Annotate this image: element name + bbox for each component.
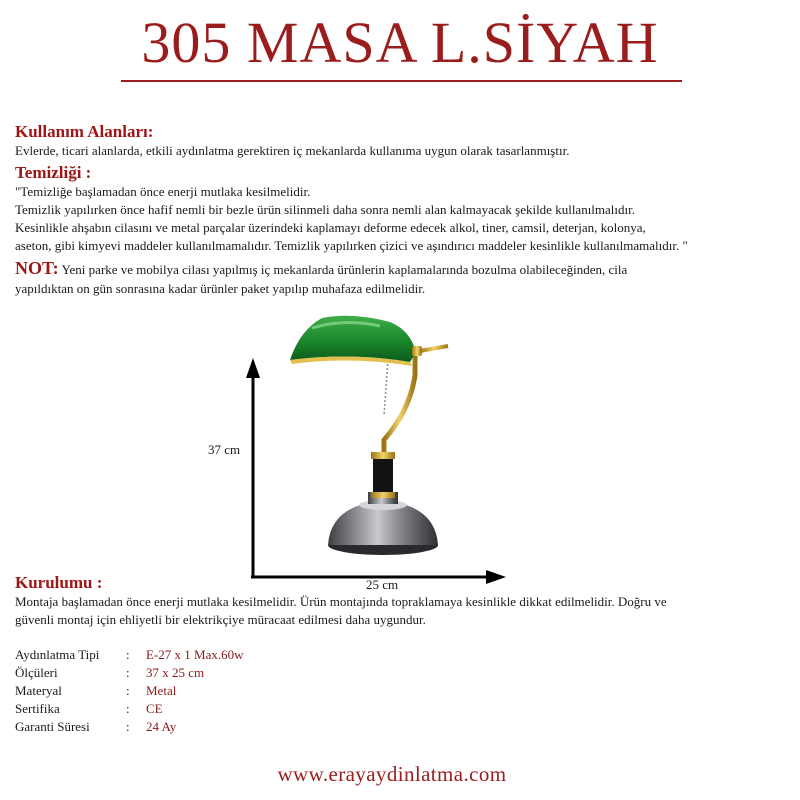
lamp-base	[328, 492, 438, 555]
spec-value: E-27 x 1 Max.60w	[146, 647, 244, 662]
spec-value: 24 Ay	[146, 719, 177, 734]
spec-sep: :	[126, 719, 130, 734]
spec-key: Aydınlatma Tipi	[15, 647, 100, 662]
spec-row	[15, 646, 244, 664]
cleaning-line-1: "Temizliğe başlamadan önce enerji mutlaka kesilmelidir.	[15, 184, 311, 199]
spec-sep: :	[126, 701, 130, 716]
height-dimension-arrow	[246, 358, 260, 578]
cleaning-heading: Temizliği :	[15, 163, 92, 182]
install-line-1: Montaja başlamadan önce enerji mutlaka kesilmelidir. Ürün montajında topraklamaya kesinlikle dikkat edilmelidir. Doğru ve	[15, 594, 667, 609]
lamp-shade	[290, 316, 416, 366]
lamp-arm	[384, 352, 415, 452]
spec-key: Materyal	[15, 683, 62, 698]
pull-chain	[384, 360, 388, 415]
cleaning-line-3: Kesinlikle ahşabın cilasını ve metal parçalar üzerindeki kaplamayı deforme edecek alkol, tiner, camsil, deterjan, kolonya,	[15, 220, 646, 235]
note-line-2: yapıldıktan on gün sonrasına kadar ürünler paket yapılıp muhafaza edilmelidir.	[15, 281, 426, 296]
spec-value: 37 x 25 cm	[146, 665, 205, 680]
install-heading: Kurulumu :	[15, 573, 103, 592]
spec-row	[15, 682, 244, 700]
height-label: 37 cm	[208, 442, 241, 457]
spec-key: Ölçüleri	[15, 665, 58, 680]
spec-key: Garanti Süresi	[15, 719, 90, 734]
switch-knob	[412, 346, 448, 356]
spec-value: CE	[146, 701, 163, 716]
note-label: NOT:	[15, 258, 59, 278]
page-title: 305 MASA L.SİYAH	[141, 10, 659, 75]
spec-table	[15, 646, 244, 736]
cleaning-line-2: Temizlik yapılırken önce hafif nemli bir bezle ürün silinmeli daha sonra nemli alan kalmayacak şekilde kullanılmalıdır.	[15, 202, 636, 217]
spec-key: Sertifika	[15, 701, 60, 716]
spec-sep: :	[126, 683, 130, 698]
cleaning-line-4: aseton, gibi kimyevi maddeler kullanılmamalıdır. Temizlik yapılırken çizici ve aşındırıcı maddeler kesinlikle kullanılmamalıdır. "	[15, 238, 688, 253]
usage-heading: Kullanım Alanları:	[15, 122, 154, 141]
spec-row	[15, 700, 244, 718]
lamp-column	[371, 452, 395, 498]
install-line-2: güvenli montaj için ehliyetli bir elektrikçiye müracaat edilmesi daha uygundur.	[15, 612, 426, 627]
width-label: 25 cm	[366, 577, 399, 592]
spec-row	[15, 718, 244, 736]
spec-value: Metal	[146, 683, 177, 698]
spec-sep: :	[126, 665, 130, 680]
website-link[interactable]: www.erayaydinlatma.com	[277, 762, 507, 786]
usage-text: Evlerde, ticari alanlarda, etkili aydınlatma gerektiren iç mekanlarda kullanıma uygun olarak tasarlanmıştır.	[15, 143, 570, 158]
spec-row	[15, 664, 244, 682]
note-text-1: Yeni parke ve mobilya cilası yapılmış iç mekanlarda ürünlerin kaplamalarında bozulma olabileceğinden, cila	[61, 262, 628, 277]
spec-sep: :	[126, 647, 130, 662]
